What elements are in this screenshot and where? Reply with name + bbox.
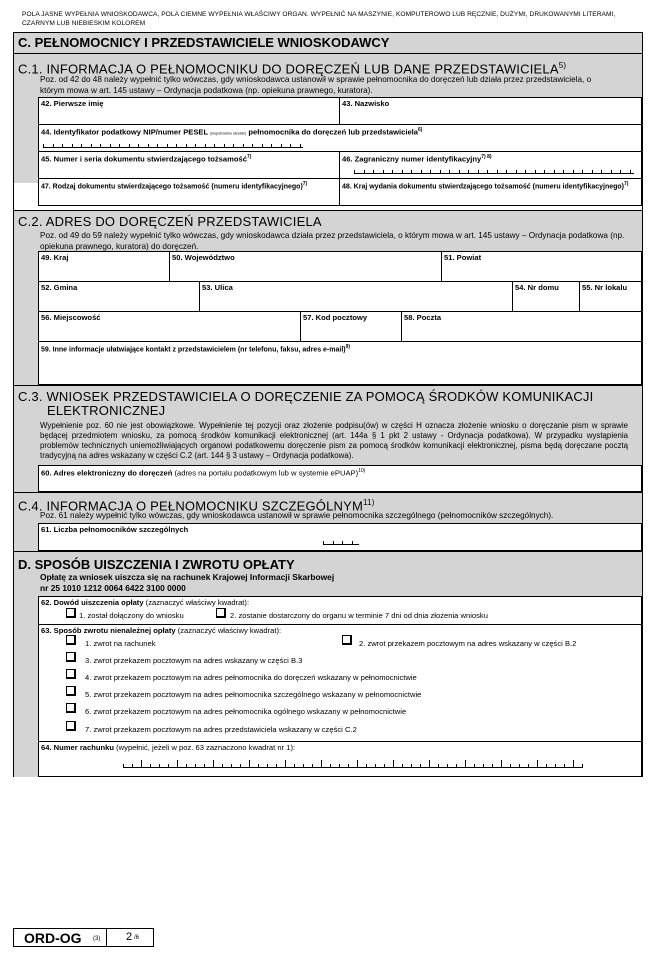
form-frame xyxy=(13,32,643,777)
section-c-header xyxy=(14,33,642,53)
field-42-label: 42. Pierwsze imię xyxy=(41,99,104,108)
field-57-postal-code[interactable] xyxy=(300,311,402,342)
field-56-label: 56. Miejscowość xyxy=(41,313,101,322)
page-number-box xyxy=(106,928,154,947)
field-63-label: 63. Sposób zwrotu nienależnej opłaty xyxy=(41,626,176,635)
form-code: ORD-OG xyxy=(24,930,82,946)
section-c4-desc: Poz. 61 należy wypełnić tylko wówczas, gdy wnioskodawca ustanowił w sprawie pełnomocnika szczególnego (pełnomocników szczególnych). xyxy=(40,511,554,520)
field-46-label: 46. Zagraniczny numer identyfikacyjny xyxy=(342,154,482,164)
field-43-label: 43. Nazwisko xyxy=(342,99,390,108)
field-60-electronic-address[interactable] xyxy=(38,465,642,492)
field-64-account-number[interactable] xyxy=(38,741,642,777)
field-47-label: 47. Rodzaj dokumentu stwierdzającego tożsamość (numeru identyfikacyjnego) xyxy=(41,183,303,191)
field-64-instruction: (wypełnić, jeżeli w poz. 63 zaznaczono kwadrat nr 1): xyxy=(116,743,296,752)
field-51-label: 51. Powiat xyxy=(444,253,482,262)
field-49-country[interactable] xyxy=(38,251,170,282)
field-61-special-proxies-count[interactable] xyxy=(38,523,642,551)
section-c1 xyxy=(14,54,642,191)
field-43-surname[interactable] xyxy=(339,97,642,125)
field-63-option5-checkbox[interactable] xyxy=(66,686,76,696)
field-63-option3-checkbox[interactable] xyxy=(66,652,76,662)
field-63-option1-label: 1. zwrot na rachunek xyxy=(85,639,156,648)
field-63-option7-label: 7. zwrot przekazem pocztowym na adres przedstawiciela wskazany w części C.2 xyxy=(85,725,357,734)
field-44-footnote: 6) xyxy=(418,127,423,133)
field-58-post-office[interactable] xyxy=(401,311,642,342)
field-63-option3-label: 3. zwrot przekazem pocztowym na adres wskazany w części B.3 xyxy=(85,656,303,665)
field-63-option7-checkbox[interactable] xyxy=(66,721,76,731)
field-44-label-2: pełnomocnika do doręczeń lub przedstawiciela xyxy=(248,127,419,137)
form-version: (3) xyxy=(93,936,101,942)
field-54-house-number[interactable] xyxy=(512,281,580,312)
field-60-label: 60. Adres elektroniczny do doręczeń xyxy=(41,468,173,478)
section-c3-title-line2: ELEKTRONICZNEJ xyxy=(47,403,166,418)
section-c3-title-line1: C.3. WNIOSEK PRZEDSTAWICIELA O DORĘCZENIE ZA POMOCĄ ŚRODKÓW KOMUNIKACJI xyxy=(18,389,594,404)
field-64-label: 64. Numer rachunku xyxy=(41,743,115,752)
field-56-city[interactable] xyxy=(38,311,301,342)
field-63-option6-checkbox[interactable] xyxy=(66,703,76,713)
field-48-id-document-country[interactable] xyxy=(339,178,642,206)
field-44-label: 44. Identyfikator podatkowy NIP/numer PESEL xyxy=(41,127,208,137)
field-45-footnote: 7) xyxy=(246,154,252,160)
section-c1-title: C.1. INFORMACJA O PEŁNOMOCNIKU DO DORĘCZEŃ LUB DANE PRZEDSTAWICIELA$^{5)}$ xyxy=(18,61,567,77)
form-code-box xyxy=(13,928,107,947)
field-45-id-document-number[interactable] xyxy=(38,151,340,179)
field-55-label: 55. Nr lokalu xyxy=(582,283,628,292)
section-c1-desc: Poz. od 42 do 48 należy wypełnić tylko wówczas, gdy wnioskodawca ustanowił w sprawie pełnomocnika do doręczeń lub działa przez przedstawiciela, o którym mowa w art. 145 ustawy – Ordynacja podatkowa (np. opiekuna prawnego, kuratora). xyxy=(40,75,592,95)
field-63-refund-method xyxy=(38,624,642,742)
section-c4 xyxy=(14,493,642,551)
section-c2-title: C.2. ADRES DO DORĘCZEŃ PRZEDSTAWICIELA xyxy=(18,214,322,229)
field-60-note: (adres na portalu podatkowym lub w systemie ePUAP) xyxy=(174,468,359,478)
field-44-tick-marks xyxy=(43,139,303,148)
field-50-voivodeship[interactable] xyxy=(169,251,442,282)
field-52-commune[interactable] xyxy=(38,281,200,312)
section-d-account-number: nr 25 1010 1212 0064 6422 3100 0000 xyxy=(40,583,186,593)
field-45-label: 45. Numer i seria dokumentu stwierdzającego tożsamość xyxy=(41,154,247,164)
field-63-option5-label: 5. zwrot przekazem pocztowym na adres pełnomocnika szczególnego wskazany w pełnomocnictwie xyxy=(85,690,422,699)
field-60-footnote: 10) xyxy=(358,468,366,474)
section-d xyxy=(14,552,642,777)
page-total: /6 xyxy=(134,935,140,941)
form-instructions-note: POLA JASNE WYPEŁNIA WNIOSKODAWCA, POLA CIEMNE WYPEŁNIA WŁAŚCIWY ORGAN. WYPEŁNIĆ NA MASZYNIE, KOMPUTEROWO LUB RĘCZNIE, DUŻYMI, DRUKOWANYMI LITERAMI, CZARNYM LUB NIEBIESKIM KOLOREM xyxy=(22,11,616,27)
field-59-contact-info[interactable] xyxy=(38,341,642,385)
field-53-label: 53. Ulica xyxy=(202,283,233,292)
field-62-option1-label: 1. został dołączony do wniosku xyxy=(79,611,184,620)
field-58-label: 58. Poczta xyxy=(404,313,442,322)
field-55-apartment-number[interactable] xyxy=(579,281,642,312)
field-63-option4-checkbox[interactable] xyxy=(66,669,76,679)
field-62-option2-label: 2. zostanie dostarczony do organu w terminie 7 dni od dnia złożenia wniosku xyxy=(230,611,488,620)
field-61-tick-marks xyxy=(323,536,359,545)
field-63-instruction: (zaznaczyć właściwy kwadrat): xyxy=(177,626,282,635)
section-c2-fields xyxy=(38,251,642,385)
field-44-note: (niepotrzebne skreślić) xyxy=(210,131,247,136)
field-46-foreign-id[interactable] xyxy=(339,151,642,179)
field-62-payment-proof xyxy=(38,596,642,625)
section-c3-desc: Wypełnienie poz. 60 nie jest obowiązkowe. Wypełnienie tej pozycji oraz złożenie podpisu(ów) w części H oznacza złożenie wniosku o doręczanie pism w sprawie będącej przedmiotem wniosku, za pomocą środków komunikacji elektronicznej (art. 144a § 1 pkt 2 ustawy - Ordynacja podatkowa). W przypadku wystąpienia problemów technicznych uniemożliwiających organowi podatkowemu doręczenie pism za pomocą środków komunikacji elektronicznej, pisma będą doręczane pocztą tradycyjną na adres wskazany w części C.2 (art. 144 § 3 ustawy – Ordynacja podatkowa). xyxy=(40,421,628,460)
field-42-first-name[interactable] xyxy=(38,97,340,125)
field-59-footnote: 9) xyxy=(345,344,351,350)
field-57-label: 57. Kod pocztowy xyxy=(303,313,368,322)
field-54-label: 54. Nr domu xyxy=(515,283,559,292)
field-46-footnote: 7) 8) xyxy=(481,154,492,160)
field-59-label: 59. Inne informacje ułatwiające kontakt z przedstawicielem (nr telefonu, faksu, adres e-mail) xyxy=(41,346,346,354)
section-c1-fields xyxy=(38,97,642,191)
field-62-option1-checkbox[interactable] xyxy=(66,608,76,618)
section-d-title: D. SPOSÓB UISZCZENIA I ZWROTU OPŁATY xyxy=(18,557,295,572)
page-number: 2 xyxy=(126,931,133,943)
section-c2-desc: Poz. od 49 do 59 należy wypełnić tylko wówczas, gdy wnioskodawca działa przez przedstawiciela, o którym mowa w art. 145 ustawy – Ordynacja podatkowa (np. opiekuna prawnego, kuratora) do doręczeń. xyxy=(40,231,625,251)
field-52-label: 52. Gmina xyxy=(41,283,78,292)
field-63-option6-label: 6. zwrot przekazem pocztowym na adres pełnomocnika ogólnego wskazany w pełnomocnictwie xyxy=(85,707,407,716)
field-48-footnote: 7) xyxy=(624,181,629,187)
field-64-tick-marks xyxy=(123,759,583,768)
field-62-option2-checkbox[interactable] xyxy=(216,608,226,618)
field-62-instruction: (zaznaczyć właściwy kwadrat): xyxy=(145,598,250,607)
section-c4-title: C.4. INFORMACJA O PEŁNOMOCNIKU SZCZEGÓLNYM$^{11)}$ xyxy=(18,498,375,514)
field-47-id-document-type[interactable] xyxy=(38,178,340,206)
field-46-tick-marks xyxy=(354,165,634,174)
field-49-label: 49. Kraj xyxy=(41,253,69,262)
field-53-street[interactable] xyxy=(199,281,513,312)
section-c2 xyxy=(14,211,642,385)
field-63-option2-checkbox[interactable] xyxy=(342,635,352,645)
section-c3 xyxy=(14,386,642,492)
field-62-label: 62. Dowód uiszczenia opłaty xyxy=(41,598,144,607)
field-50-label: 50. Województwo xyxy=(172,253,235,262)
field-44-tax-id[interactable] xyxy=(38,124,642,152)
field-61-label: 61. Liczba pełnomocników szczególnych xyxy=(41,525,189,534)
field-63-option4-label: 4. zwrot przekazem pocztowym na adres pełnomocnika do doręczeń wskazany w pełnomocnictwie xyxy=(85,673,417,682)
field-48-label: 48. Kraj wydania dokumentu stwierdzającego tożsamość (numeru identyfikacyjnego) xyxy=(342,183,625,191)
section-c-title: C. PEŁNOMOCNICY I PRZEDSTAWICIELE WNIOSKODAWCY xyxy=(18,35,390,50)
field-63-option1-checkbox[interactable] xyxy=(66,635,76,645)
field-47-footnote: 7) xyxy=(302,181,308,187)
field-63-option2-label: 2. zwrot przekazem pocztowym na adres wskazany w części B.2 xyxy=(359,639,577,648)
section-d-account-info-line1: Opłatę za wniosek uiszcza się na rachunek Krajowej Informacji Skarbowej xyxy=(40,572,335,582)
field-51-county[interactable] xyxy=(441,251,642,282)
